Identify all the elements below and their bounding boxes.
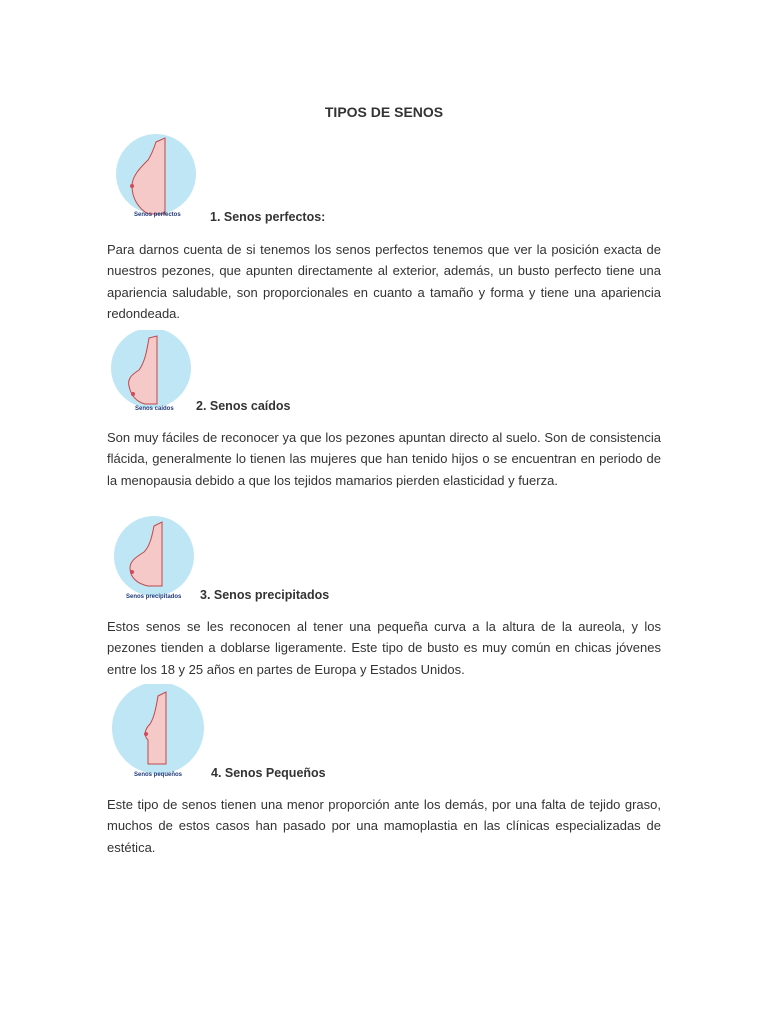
section-paragraph-3: Estos senos se les reconocen al tener una pequeña curva a la altura de la aureola, y los pezones tienden a doblarse ligeramente. Este tipo de busto es muy común en chicas jóvenes entre los 18 y 25 años en partes de Europa y Estados Unidos. [107, 619, 661, 677]
senos-perfectos-figure [108, 132, 204, 222]
figure-caption: Senos precipitados [126, 594, 182, 600]
section-paragraph-2: Son muy fáciles de reconocer ya que los pezones apuntan directo al suelo. Son de consistencia flácida, generalmente lo tienen las mujeres que han tenido hijos o se encuentran en periodo de la menopausia debido a que los tejidos mamarios pierden elasticidad y fuerza. [107, 430, 661, 488]
section-heading-4: 4. Senos Pequeños [211, 766, 326, 780]
section-paragraph-1: Para darnos cuenta de si tenemos los senos perfectos tenemos que ver la posición exacta de nuestros pezones, que apunten directamente al exterior, además, un busto perfecto tiene una apariencia saludable, son proporcionales en cuanto a tamaño y forma y tiene una apariencia redondeada. [107, 242, 661, 321]
senos-precipitados-figure [108, 516, 204, 604]
page-title: TIPOS DE SENOS [324, 104, 444, 120]
section-heading-3: 3. Senos precipitados [200, 588, 330, 602]
figure-caption: Senos perfectos [134, 212, 181, 218]
senos-caidos-figure [105, 330, 201, 416]
figure-caption: Senos caídos [135, 406, 174, 412]
section-heading-2: 2. Senos caídos [196, 399, 291, 413]
section-heading-1: 1. Senos perfectos: [210, 210, 326, 224]
figure-caption: Senos pequeños [134, 772, 183, 778]
senos-pequenos-figure [108, 684, 208, 780]
section-paragraph-4: Este tipo de senos tienen una menor proporción ante los demás, por una falta de tejido graso, muchos de estos casos han pasado por una mamoplastia en las clínicas especializadas de estética. [107, 797, 661, 855]
